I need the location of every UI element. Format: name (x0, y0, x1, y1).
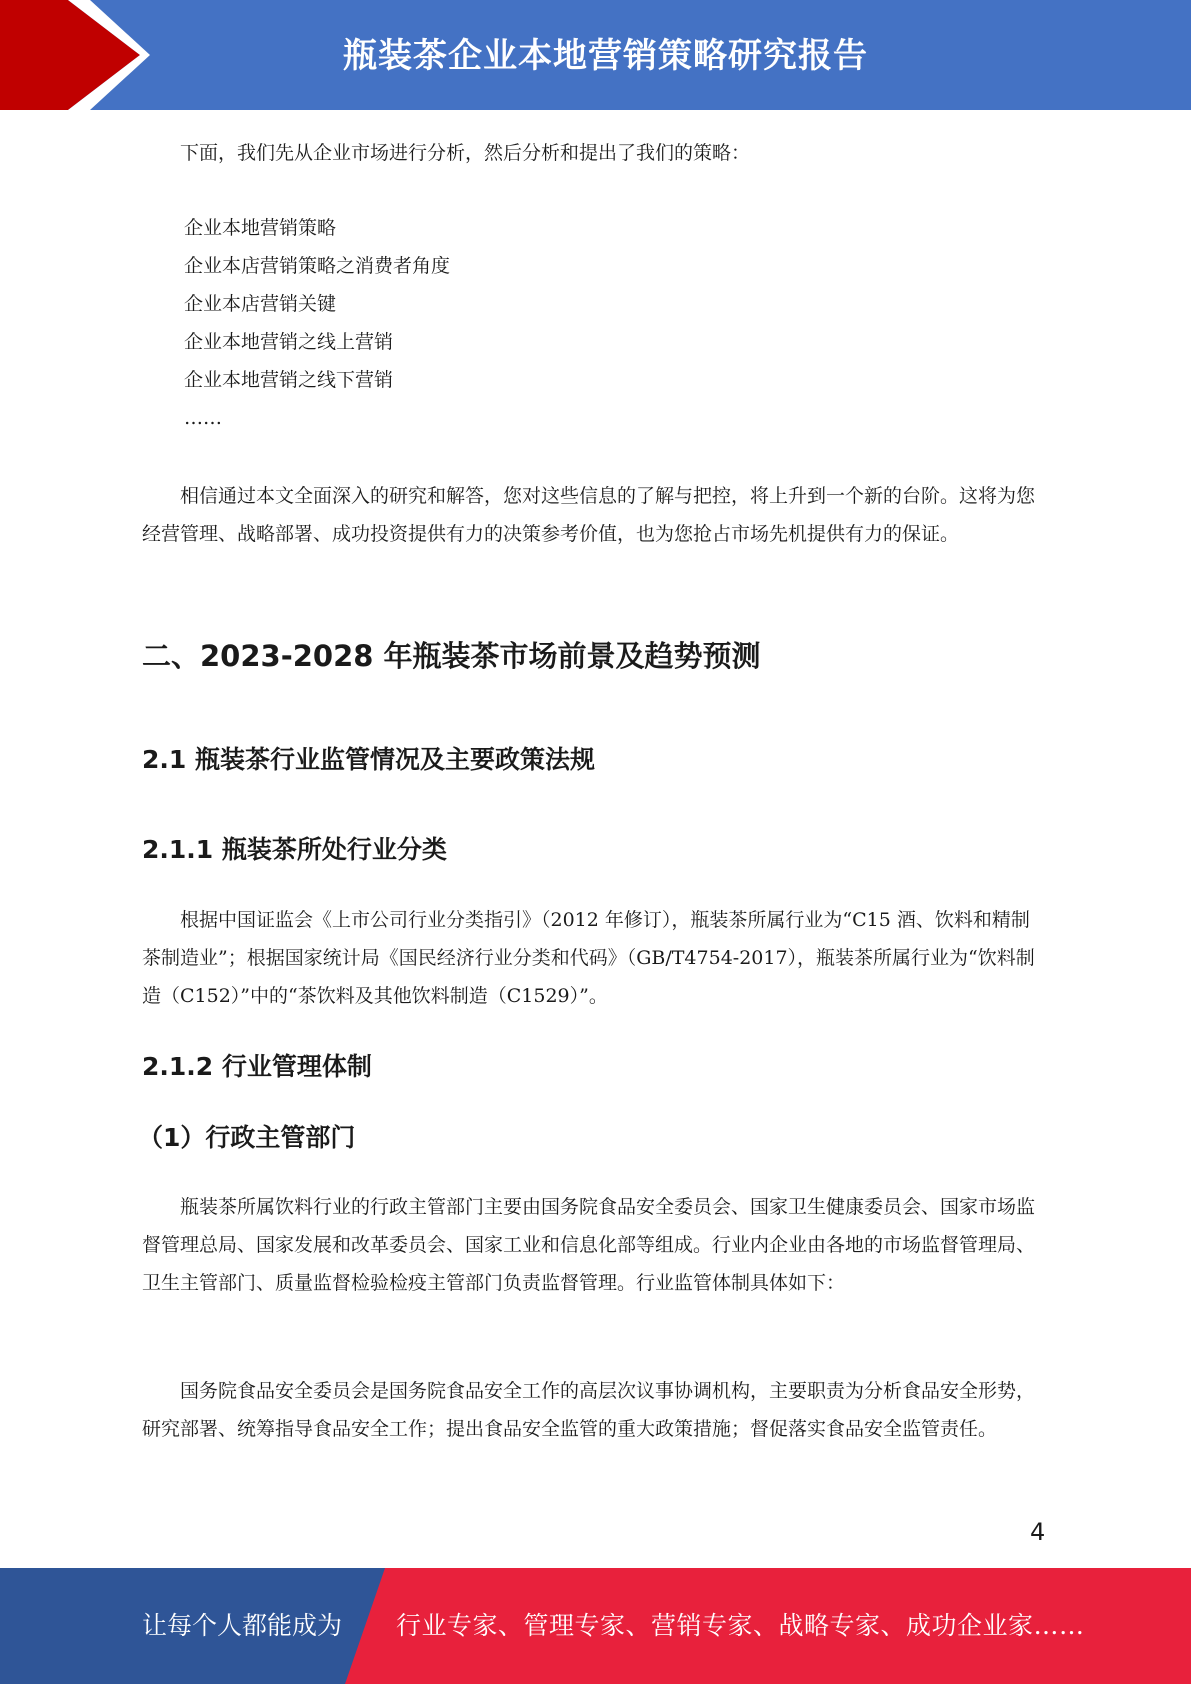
report-title: 瓶装茶企业本地营销策略研究报告 (343, 36, 868, 76)
section-heading: 二、2023-2028 年瓶装茶市场前景及趋势预测 (142, 639, 761, 673)
item-heading: （1）行政主管部门 (138, 1123, 356, 1152)
intro-paragraph: 下面，我们先从企业市场进行分析，然后分析和提出了我们的策略： (180, 142, 751, 164)
admin-paragraph: 瓶装茶所属饮料行业的行政主管部门主要由国务院食品安全委员会、国家卫生健康委员会、国家市场监督管理总局、国家发展和改革委员会、国家工业和信息化部等组成。行业内企业由各地的市场监督管理局、卫生主管部门、质量监督检验检疫主管部门负责监督管理。行业监管体制具体如下： (142, 1196, 1036, 1294)
subsection-heading: 2.1 瓶装茶行业监管情况及主要政策法规 (142, 745, 595, 774)
list-item: 企业本店营销关键 (184, 293, 337, 315)
subsubsection-heading: 2.1.2 行业管理体制 (142, 1052, 372, 1081)
footer-slogan-left: 让每个人都能成为 (142, 1611, 343, 1640)
strategy-list (184, 209, 450, 437)
page-header (0, 0, 1191, 110)
page-footer (0, 1568, 1191, 1684)
subsubsection-heading: 2.1.1 瓶装茶所处行业分类 (142, 835, 447, 864)
classification-paragraph: 根据中国证监会《上市公司行业分类指引》（2012 年修订），瓶装茶所属行业为“C15 酒、饮料和精制茶制造业”；根据国家统计局《国民经济行业分类和代码》（GB/T4754-2017），瓶装茶所属行业为“饮料制造（C152）”中的“茶饮料及其他饮料制造（C1529）”。 (142, 909, 1035, 1007)
list-item: 企业本地营销策略 (184, 217, 337, 239)
list-item: …… (184, 407, 222, 429)
council-paragraph: 国务院食品安全委员会是国务院食品安全工作的高层次议事协调机构，主要职责为分析食品安全形势，研究部署、统筹指导食品安全工作；提出食品安全监管的重大政策措施；督促落实食品安全监管责任。 (142, 1380, 1036, 1440)
list-item: 企业本地营销之线下营销 (184, 369, 394, 391)
page-number: 4 (1030, 1518, 1046, 1546)
summary-paragraph: 相信通过本文全面深入的研究和解答，您对这些信息的了解与把控，将上升到一个新的台阶。这将为您经营管理、战略部署、成功投资提供有力的决策参考价值，也为您抢占市场先机提供有力的保证。 (142, 485, 1036, 545)
footer-slogan-right: 行业专家、管理专家、营销专家、战略专家、成功企业家…… (396, 1611, 1085, 1640)
list-item: 企业本店营销策略之消费者角度 (184, 255, 451, 277)
list-item: 企业本地营销之线上营销 (184, 331, 394, 353)
